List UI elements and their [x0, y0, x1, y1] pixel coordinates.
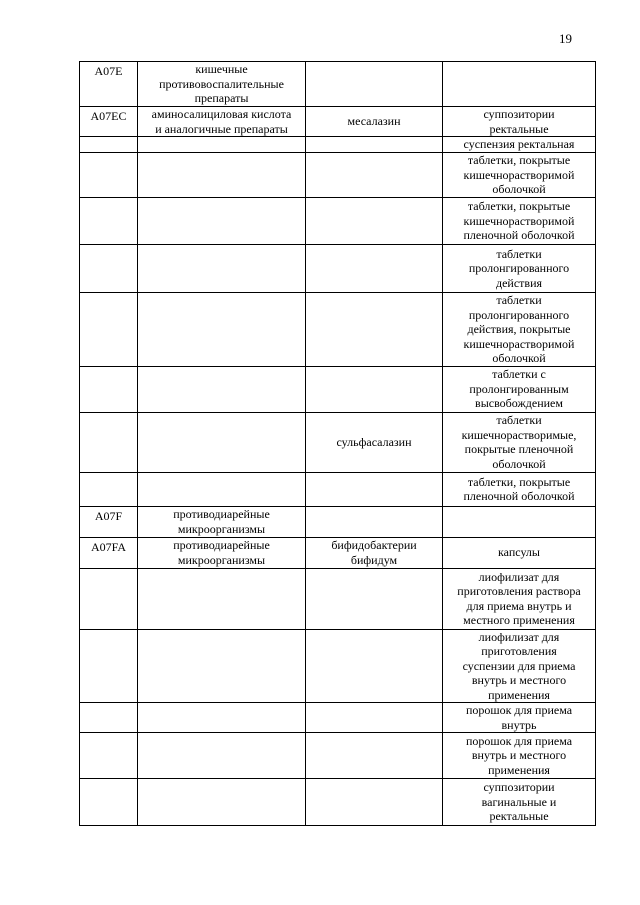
dosage-form-cell: суппозитории ректальные [443, 107, 596, 137]
atc-code-cell [80, 366, 138, 412]
atc-code-cell [80, 137, 138, 153]
dosage-form-cell: порошок для приема внутрь и местного применения [443, 733, 596, 779]
drug-name-cell [306, 366, 443, 412]
drug-name-cell [306, 62, 443, 107]
drug-name-cell [306, 293, 443, 367]
dosage-form-cell: порошок для приема внутрь [443, 703, 596, 733]
drug-name-cell [306, 568, 443, 629]
drug-name-cell [306, 472, 443, 506]
group-name-cell [138, 472, 306, 506]
page-number: 19 [559, 31, 572, 46]
table-row [80, 153, 596, 198]
table-row [80, 506, 596, 537]
table-row [80, 107, 596, 137]
group-name-cell [138, 703, 306, 733]
table-row [80, 412, 596, 472]
dosage-form-cell: таблетки с пролонгированным высвобождением [443, 366, 596, 412]
table-row [80, 537, 596, 568]
table-row [80, 62, 596, 107]
table-row [80, 733, 596, 779]
table-row [80, 472, 596, 506]
atc-code-cell: A07E [80, 62, 138, 107]
group-name-cell: аминосалициловая кислота и аналогичные препараты [138, 107, 306, 137]
group-name-cell [138, 137, 306, 153]
drug-name-cell [306, 137, 443, 153]
atc-code-cell [80, 629, 138, 703]
dosage-form-cell: таблетки, покрытые кишечнорастворимой оболочкой [443, 153, 596, 198]
table-row [80, 245, 596, 293]
dosage-form-cell: суспензия ректальная [443, 137, 596, 153]
dosage-form-cell: капсулы [443, 537, 596, 568]
drug-name-cell [306, 703, 443, 733]
table-row [80, 703, 596, 733]
dosage-form-cell: таблетки кишечнорастворимые, покрытые пленочной оболочкой [443, 412, 596, 472]
group-name-cell: противодиарейные микроорганизмы [138, 537, 306, 568]
atc-code-cell [80, 293, 138, 367]
dosage-form-cell [443, 62, 596, 107]
table-row [80, 629, 596, 703]
drug-name-cell: месалазин [306, 107, 443, 137]
atc-code-cell [80, 568, 138, 629]
table-row [80, 293, 596, 367]
dosage-form-cell: лиофилизат для приготовления раствора для приема внутрь и местного применения [443, 568, 596, 629]
group-name-cell: кишечные противовоспалительные препараты [138, 62, 306, 107]
drug-name-cell [306, 153, 443, 198]
group-name-cell [138, 366, 306, 412]
drug-table-body [80, 62, 596, 826]
atc-code-cell [80, 733, 138, 779]
atc-code-cell: A07FA [80, 537, 138, 568]
dosage-form-cell: суппозитории вагинальные и ректальные [443, 779, 596, 826]
drug-name-cell [306, 506, 443, 537]
atc-code-cell [80, 412, 138, 472]
table-row [80, 779, 596, 826]
group-name-cell [138, 153, 306, 198]
dosage-form-cell: таблетки пролонгированного действия [443, 245, 596, 293]
dosage-form-cell: лиофилизат для приготовления суспензии для приема внутрь и местного применения [443, 629, 596, 703]
atc-code-cell [80, 198, 138, 245]
drug-name-cell [306, 629, 443, 703]
drug-name-cell: бифидобактерии бифидум [306, 537, 443, 568]
table-row [80, 568, 596, 629]
group-name-cell [138, 412, 306, 472]
group-name-cell [138, 293, 306, 367]
drug-name-cell [306, 245, 443, 293]
atc-code-cell: A07F [80, 506, 138, 537]
atc-code-cell [80, 153, 138, 198]
table-row [80, 198, 596, 245]
drug-name-cell [306, 779, 443, 826]
atc-code-cell [80, 472, 138, 506]
atc-code-cell [80, 703, 138, 733]
dosage-form-cell: таблетки пролонгированного действия, покрытые кишечнорастворимой оболочкой [443, 293, 596, 367]
atc-code-cell: A07EC [80, 107, 138, 137]
atc-code-cell [80, 779, 138, 826]
atc-code-cell [80, 245, 138, 293]
group-name-cell [138, 198, 306, 245]
group-name-cell: противодиарейные микроорганизмы [138, 506, 306, 537]
dosage-form-cell: таблетки, покрытые пленочной оболочкой [443, 472, 596, 506]
group-name-cell [138, 779, 306, 826]
group-name-cell [138, 568, 306, 629]
group-name-cell [138, 245, 306, 293]
dosage-form-cell: таблетки, покрытые кишечнорастворимой пленочной оболочкой [443, 198, 596, 245]
dosage-form-cell [443, 506, 596, 537]
drug-name-cell [306, 733, 443, 779]
group-name-cell [138, 629, 306, 703]
drug-name-cell: сульфасалазин [306, 412, 443, 472]
drug-table [79, 61, 596, 826]
drug-name-cell [306, 198, 443, 245]
table-row [80, 137, 596, 153]
group-name-cell [138, 733, 306, 779]
table-row [80, 366, 596, 412]
